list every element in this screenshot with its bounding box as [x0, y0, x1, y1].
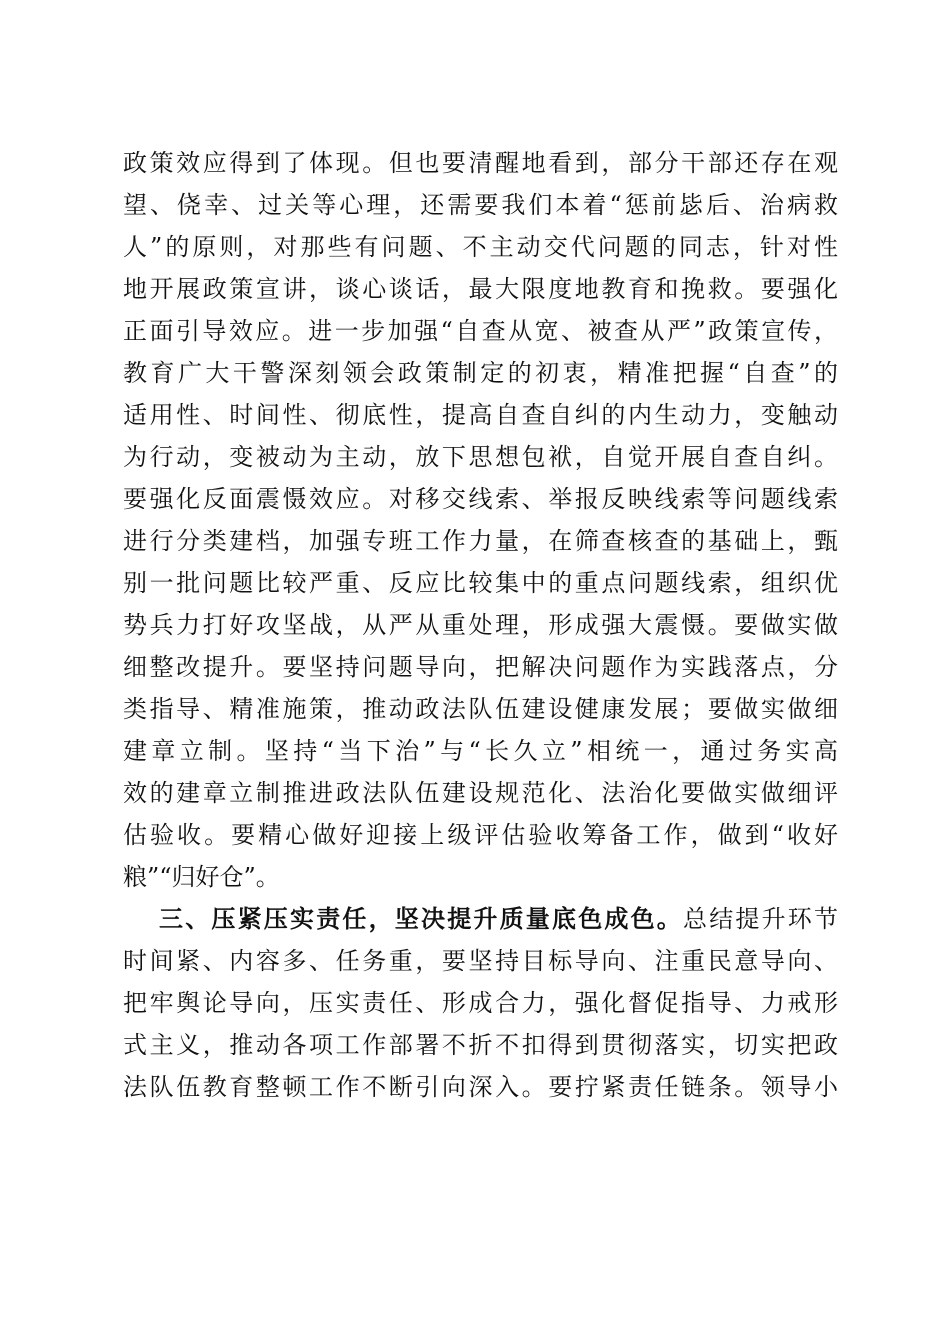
paragraph-two: [123, 898, 838, 1108]
section-heading: 三、压紧压实责任，坚决提升质量底色成色。: [159, 905, 683, 933]
text-line: 势兵力打好攻坚战，从严从重处理，形成强大震慑。要做实做: [123, 611, 838, 639]
text-line: 为行动，变被动为主动，放下思想包袱，自觉开展自查自纠。: [123, 443, 838, 471]
text-line: 教育广大干警深刻领会政策制定的初衷，精准把握“自查”的: [123, 359, 838, 387]
text-line: 估验收。要精心做好迎接上级评估验收筹备工作，做到“收好: [123, 821, 838, 849]
section-text: 总结提升环节: [683, 905, 838, 933]
text-line: 粮”“归好仓”。: [123, 863, 280, 891]
text-line: 细整改提升。要坚持问题导向，把解决问题作为实践落点，分: [123, 653, 838, 681]
text-line: 类指导、精准施策，推动政法队伍建设健康发展；要做实做细: [123, 695, 838, 723]
text-line: 别一批问题比较严重、反应比较集中的重点问题线索，组织优: [123, 569, 838, 597]
text-line: 人”的原则，对那些有问题、不主动交代问题的同志，针对性: [123, 233, 838, 261]
text-line: 建章立制。坚持“当下治”与“长久立”相统一，通过务实高: [123, 737, 838, 765]
text-line: 式主义，推动各项工作部署不折不扣得到贯彻落实，切实把政: [123, 1031, 838, 1059]
text-line: 时间紧、内容多、任务重，要坚持目标导向、注重民意导向、: [123, 947, 838, 975]
text-line: 效的建章立制推进政法队伍建设规范化、法治化要做实做细评: [123, 779, 838, 807]
text-line: 政策效应得到了体现。但也要清醒地看到，部分干部还存在观: [123, 149, 838, 177]
text-line: 把牢舆论导向，压实责任、形成合力，强化督促指导、力戒形: [123, 989, 838, 1017]
text-line: 望、侥幸、过关等心理，还需要我们本着“惩前毖后、治病救: [123, 191, 838, 219]
text-line: 要强化反面震慑效应。对移交线索、举报反映线索等问题线索: [123, 485, 838, 513]
text-line: 进行分类建档，加强专班工作力量，在筛查核查的基础上，甄: [123, 527, 838, 555]
text-line: 适用性、时间性、彻底性，提高自查自纠的内生动力，变触动: [123, 401, 838, 429]
document-body: [123, 142, 838, 1108]
text-line: 法队伍教育整顿工作不断引向深入。要拧紧责任链条。领导小: [123, 1073, 838, 1101]
text-line: [123, 898, 838, 940]
text-line: 地开展政策宣讲，谈心谈话，最大限度地教育和挽救。要强化: [123, 275, 838, 303]
text-line: 正面引导效应。进一步加强“自查从宽、被查从严”政策宣传，: [123, 317, 838, 345]
paragraph-one: [123, 142, 838, 898]
